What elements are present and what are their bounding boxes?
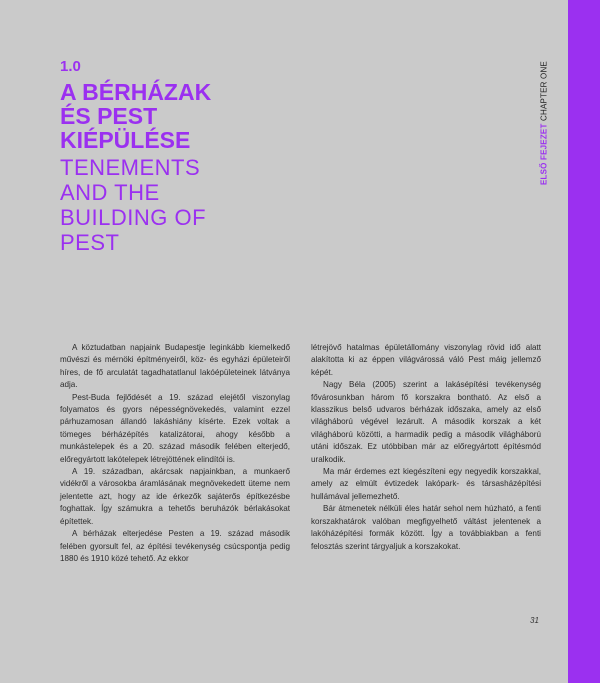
paragraph: Pest-Buda fejlődését a 19. század elejétől viszonylag folyamatos és gyors népességnövekedés, valamint ezzel párhuzamosan állandó lakáshiány kísérte. Ezek voltak a tömeges bérházépítés katalizátorai, ahogy később a munkástelepek és a 20. század második felében elterjedő, előregyártott lakótelepek létrejöttének elindítói is. bbox=[60, 392, 290, 464]
paragraph: A köztudatban napjaink Budapestje leginkább kiemelkedő művészi és mérnöki építményeiről, köz- és egyházi épületeiről híres, de fő arculatát tagadhatatlanul lakóépületeinek látványa adja. bbox=[60, 343, 290, 390]
purple-edge-bar bbox=[568, 0, 600, 683]
title-en-line: TENEMENTS bbox=[60, 155, 201, 180]
paragraph: Bár átmenetek nélküli éles határ sehol nem húzható, a fenti korszakhatárok valóban megfigyelhető váltást jelentenek a lakóházépítési formák között. Így a továbbiakban a fenti felosztás szerint tárgyaljuk a korszakokat. bbox=[311, 504, 541, 551]
paragraph: A 19. században, akárcsak napjainkban, a munkaerő vidékről a városokba áramlásának megnövekedett üteme nem jelentette azt, hogy az ide érkezők sajáterős építkezésbe foghattak. Így számukra a tehetős beruházók bérlakásokat építettek. bbox=[60, 467, 290, 526]
paragraph: létrejövő hatalmas épületállomány viszonylag rövid idő alatt alakította ki az éppen világvárossá váló Pest máig jellemző képét. bbox=[311, 343, 541, 377]
title-en-line: AND THE bbox=[60, 180, 160, 205]
chapter-tab bbox=[530, 58, 558, 188]
title-english bbox=[60, 155, 460, 255]
chapter-tab-english: CHAPTER ONE bbox=[539, 61, 549, 122]
title-hu-line: A BÉRHÁZAK bbox=[60, 79, 212, 105]
chapter-tab-hungarian: ELSŐ FEJEZET bbox=[539, 123, 549, 185]
paragraph: A bérházak elterjedése Pesten a 19. század második felében gyorsult fel, az építési tevékenység csúcspontja pedig 1880 és 1910 közé tehető. Az ekkor bbox=[60, 529, 290, 563]
paragraph: Nagy Béla (2005) szerint a lakásépítési tevékenység fővárosunkban három fő korszakra bontható. Az első a klasszikus belső udvaros bérházak időszaka, amely az első világháború végével lezárult. A második korszak a két világháború közötti, a harmadik pedig a második világháború utáni időszak. Ez utóbbiban már az előregyártott építésmód uralkodik. bbox=[311, 380, 541, 464]
chapter-number: 1.0 bbox=[60, 58, 81, 75]
title-en-line: BUILDING OF bbox=[60, 205, 207, 230]
title-hu-line: ÉS PEST bbox=[60, 103, 158, 129]
paragraph: Ma már érdemes ezt kiegészíteni egy negyedik korszakkal, amely az elmúlt évtizedek lakópark- és társasházépítési hullámával jellemezhető. bbox=[311, 467, 541, 501]
left-text-column bbox=[60, 342, 290, 565]
title-hu-line: KIÉPÜLÉSE bbox=[60, 127, 191, 153]
title-hungarian bbox=[60, 80, 460, 152]
right-text-column bbox=[311, 342, 541, 553]
page-number: 31 bbox=[530, 616, 539, 625]
title-en-line: PEST bbox=[60, 230, 120, 255]
